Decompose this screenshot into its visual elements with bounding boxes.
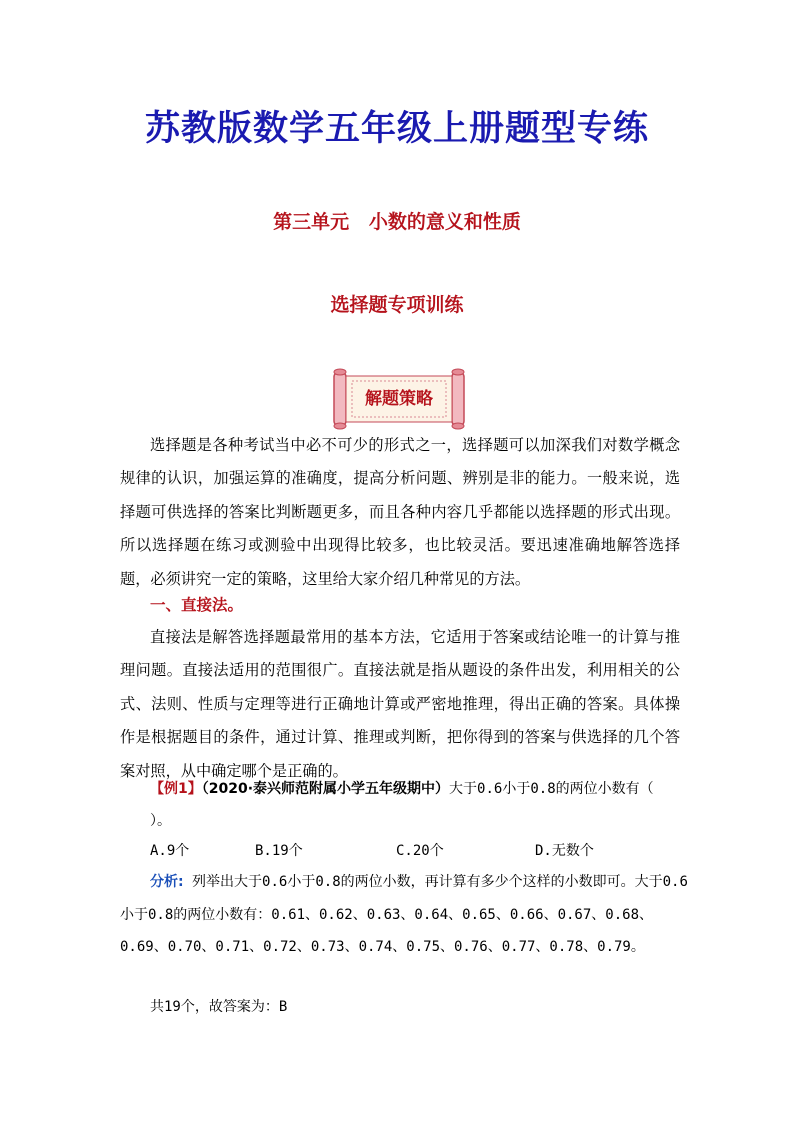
- option-b: B.19个: [255, 843, 303, 859]
- banner-label: 解题策略: [365, 389, 433, 409]
- section-title: 选择题专项训练: [330, 294, 464, 316]
- document-title: 苏教版数学五年级上册题型专练: [144, 108, 649, 149]
- example-tag: 【例1】: [150, 781, 202, 797]
- analysis-label: 分析:: [150, 874, 184, 890]
- answer-options: [150, 835, 690, 867]
- example-question: [120, 773, 680, 837]
- example-question-text: 大于0.6小于0.8的两位小数有（ ）。: [150, 781, 654, 829]
- example-source: （2020·泰兴师范附属小学五年级期中）: [201, 781, 450, 797]
- analysis-text: 列举出大于0.6小于0.8的两位小数，再计算有多少个这样的小数即可。大于0.6小于0.8的两位小数有：0.61、0.62、0.63、0.64、0.65、0.66、0.67、0.68、0.69、0.70、0.71、0.72、0.73、0.74、0.75、0.76、0.77、0.78、0.79。: [120, 874, 688, 955]
- method-paragraph: 直接法是解答选择题最常用的基本方法，它适用于答案或结论唯一的计算与推理问题。直接法适用的范围很广。直接法就是指从题设的条件出发，利用相关的公式、法则、性质与定理等进行正确地计算或严密地推理，得出正确的答案。具体操作是根据题目的条件，通过计算、推理或判断，把你得到的答案与供选择的几个答案对照，从中确定哪个是正确的。: [120, 628, 680, 780]
- answer-line: 共19个，故答案为：B: [150, 999, 288, 1015]
- option-d: D.无数个: [535, 843, 594, 859]
- method-heading: 一、直接法。: [150, 596, 244, 614]
- option-a: A.9个: [150, 843, 190, 859]
- intro-paragraph: 选择题是各种考试当中必不可少的形式之一，选择题可以加深我们对数学概念规律的认识，加强运算的准确度，提高分析问题、辨别是非的能力。一般来说，选择题可供选择的答案比判断题更多，而且各种内容几乎都能以选择题的形式出现。所以选择题在练习或测验中出现得比较多，也比较灵活。要迅速准确地解答选择题，必须讲究一定的策略，这里给大家介绍几种常见的方法。: [120, 436, 680, 588]
- option-c: C.20个: [396, 843, 444, 859]
- analysis-block: [120, 866, 690, 964]
- unit-title: 第三单元 小数的意义和性质: [273, 211, 521, 233]
- strategy-scroll-banner: [328, 366, 470, 432]
